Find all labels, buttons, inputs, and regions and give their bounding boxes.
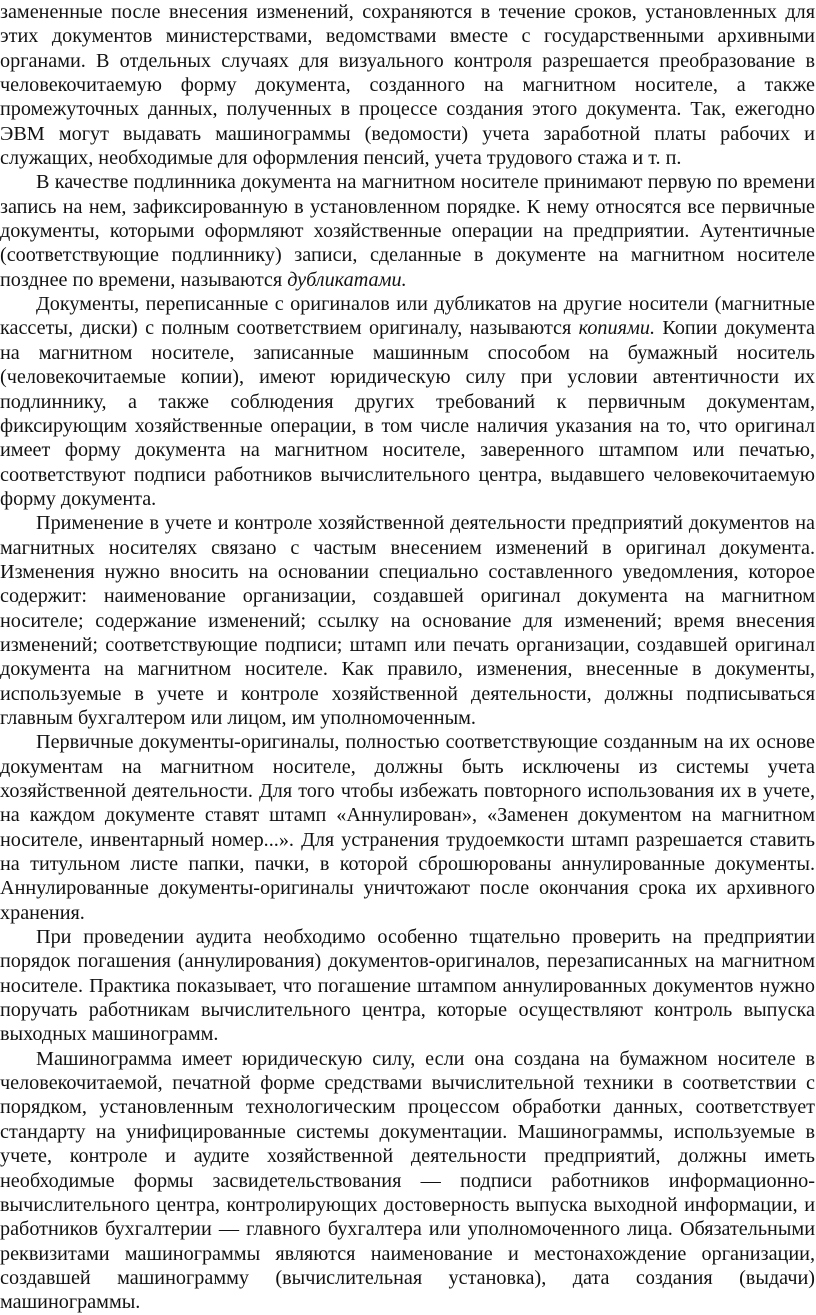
paragraph — [0, 292, 815, 511]
paragraph-text: Применение в учете и контроле хозяйственной деятельности предприятий документов на магнитных носителях связано с частым внесением изменений в оригинал документа. Изменения нужно вносить на основании специально составленного уведомления, которое содержит: наименование организации, создавшей оригинал документа на магнитном носителе; содержание изменений; ссылку на основание для изменений; время внесения изменений; соответствующие подписи; штамп или печать организации, создавшей оригинал документа на магнитном носителе. Как правило, изменения, внесенные в документы, используемые в учете и контроле хозяйственной деятельности, должны подписываться главным бухгалтером или лицом, им уполномоченным. — [0, 512, 815, 729]
paragraph-text: В качестве подлинника документа на магнитном носителе принимают первую по времени запись на нем, зафиксированную в установленном порядке. К нему относятся все первичные документы, которыми оформляют хозяйственные операции на предприятии. Аутентичные (соответствующие подлиннику) записи, сделанные в документе на магнитном носителе позднее по времени, называются — [0, 171, 815, 291]
paragraph — [0, 730, 815, 925]
paragraph-text: Машинограмма имеет юридическую силу, если она создана на бумажном носителе в человекочитаемой, печатной форме средствами вычислительной техники в соответствии с порядком, установленным технологическим процессом обработки данных, соответствует стандарту на унифицированные системы документации. Машинограммы, используемые в учете, контроле и аудите хозяйственной деятельности предприятий, должны иметь необходимые формы засвидетельствования — подписи работников информационно-вычислительного центра, контролирующих достоверность выпуска выходной информации, и работников бухгалтерии — главного бухгалтера или уполномоченного лица. Обязательными реквизитами машинограммы являются наименование и местонахождение организации, создавшей машинограмму (вычислительная установка), дата создания (выдачи) машинограммы. — [0, 1047, 815, 1314]
paragraph-text: Документы, переписанные с оригиналов или дубликатов на другие носители (магнитные кассеты, диски) с полным соответствием оригиналу, называются — [0, 293, 815, 340]
paragraph — [0, 0, 815, 170]
paragraph — [0, 1047, 815, 1315]
italic-term: дубликатами. — [287, 268, 407, 291]
paragraph-text: Первичные документы-оригиналы, полностью соответствующие созданным на их основе документам на магнитном носителе, должны быть исключены из системы учета хозяйственной деятельности. Для того чтобы избежать повторного использования их в учете, на каждом документе ставят штамп «Аннулирован», «Заменен документом на магнитном носителе, инвентарный номер...». Для устранения трудоемкости штамп разрешается ставить на титульном листе папки, пачки, в которой сброшюрованы аннулированные документы. Аннулированные документы-оригиналы уничтожают после окончания срока их архивного хранения. — [0, 731, 815, 924]
paragraph-text: замененные после внесения изменений, сохраняются в течение сроков, установленных для этих документов министерствами, ведомствами вместе с государственными архивными органами. В отдельных случаях для визуального контроля разрешается преобразование в человекочитаемую форму документа, созданного на магнитном носителе, а также промежуточных данных, полученных в процессе создания этого документа. Так, ежегодно ЭВМ могут выдавать машинограммы (ведомости) учета заработной платы рабочих и служащих, необходимые для оформления пенсий, учета трудового стажа и т. п. — [0, 1, 815, 170]
italic-term: копиями. — [578, 317, 656, 340]
paragraph — [0, 511, 815, 730]
paragraph-text: При проведении аудита необходимо особенно тщательно проверить на предприятии порядок погашения (аннулирования) документов-оригиналов, перезаписанных на магнитном носителе. Практика показывает, что погашение штампом аннулированных документов нужно поручать работникам вычислительного центра, которые осуществляют контроль выпуска выходных машинограмм. — [0, 926, 815, 1046]
paragraph — [0, 170, 815, 292]
paragraph-text: Копии документа на магнитном носителе, записанные машинным способом на бумажный носитель (человекочитаемые копии), имеют юридическую силу при условии автентичности их подлиннику, а также соблюдения других требований к первичным документам, фиксирующим хозяйственные операции, в том числе наличия указания на то, что оригинал имеет форму документа на магнитном носителе, заверенного штампом или печатью, соответствуют подписи работников вычислительного центра, выдавшего человекочитаемую форму документа. — [0, 317, 815, 510]
paragraph — [0, 925, 815, 1047]
